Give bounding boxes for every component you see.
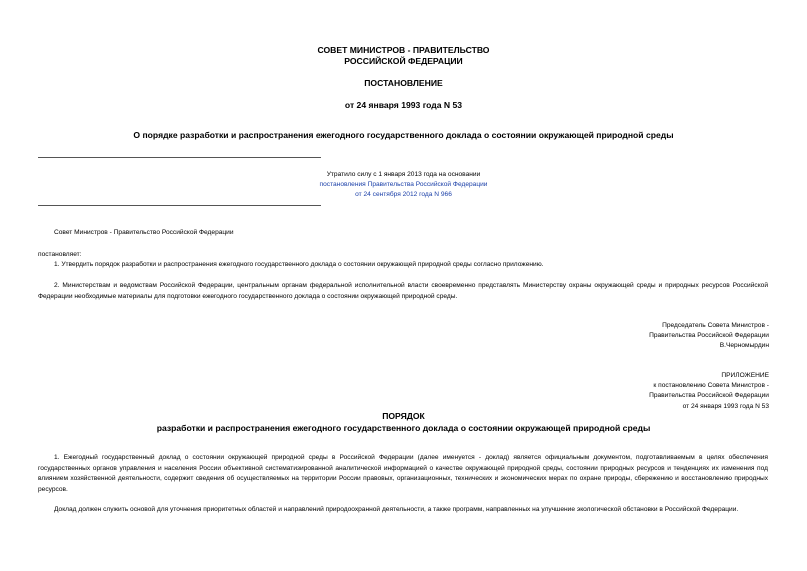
item-2: 2. Министерствам и ведомствам Российской Федерации, центральным органам федеральной исполнительной власти своевременно представлять Министерству охраны окружающей среды и природных ресурсов Российской Федерации необходимые материалы для подготовки ежегодного государственного доклада о состоянии окружающей природной среды. bbox=[38, 282, 768, 300]
org-name-line1: СОВЕТ МИНИСТРОВ - ПРАВИТЕЛЬСТВО bbox=[317, 45, 490, 55]
procedure-para-2: Доклад должен служить основой для уточнения приоритетных областей и направлений природоохранной деятельности, а также программ, направленных на улучшение экологической обстановки в Российской Федерации. bbox=[54, 506, 739, 513]
appendix-ref2: Правительства Российской Федерации bbox=[649, 392, 769, 399]
decides-text: постановляет: bbox=[38, 251, 82, 258]
doc-date: от 24 января 1993 года N 53 bbox=[344, 100, 463, 110]
appendix-ref3: от 24 января 1993 года N 53 bbox=[682, 403, 769, 410]
divider-top bbox=[38, 157, 321, 158]
intro-text: Совет Министров - Правительство Российской Федерации bbox=[54, 229, 234, 236]
doc-title: О порядке разработки и распространения ежегодного государственного доклада о состоянии окружающей природной среды bbox=[133, 130, 674, 140]
org-name-line2: РОССИЙСКОЙ ФЕДЕРАЦИИ bbox=[344, 56, 463, 66]
divider-bottom bbox=[38, 205, 321, 206]
procedure-subtitle: разработки и распространения ежегодного государственного доклада о состоянии окружающей природной среды bbox=[156, 423, 651, 433]
item-1: 1. Утвердить порядок разработки и распространения ежегодного государственного доклада о состоянии окружающей природной среды согласно приложению. bbox=[54, 261, 544, 268]
doc-type: ПОСТАНОВЛЕНИЕ bbox=[364, 78, 443, 88]
procedure-para-1: 1. Ежегодный государственный доклад о состоянии окружающей природной среды в Российской Федерации (далее именуется - доклад) является официальным документом, подготавливаемым в целях обеспечения государственных органов управления и населения России объективной систематизированной аналитической информацией о качестве окружающей природной среды, состоянии природных ресурсов и тенденциях их изменения под влиянием хозяйственной деятельности, содержит сведения об осуществляемых на территории России правовых, организационных, технических и экономических мерах по охране природы, сбережению и восстановлению природных ресурсов. bbox=[38, 454, 768, 493]
signature-name: В.Черномырдин bbox=[719, 342, 769, 349]
repeal-link-line1[interactable]: постановления Правительства Российской Федерации bbox=[319, 181, 488, 188]
appendix-ref1: к постановлению Совета Министров - bbox=[653, 382, 769, 389]
procedure-title: ПОРЯДОК bbox=[382, 411, 425, 421]
signature-line2: Правительства Российской Федерации bbox=[649, 332, 769, 339]
appendix-label: ПРИЛОЖЕНИЕ bbox=[721, 372, 769, 379]
repeal-note: Утратило силу с 1 января 2013 года на основании bbox=[326, 171, 481, 178]
repeal-link-line2[interactable]: от 24 сентября 2012 года N 966 bbox=[355, 191, 452, 198]
signature-line1: Председатель Совета Министров - bbox=[662, 322, 769, 329]
